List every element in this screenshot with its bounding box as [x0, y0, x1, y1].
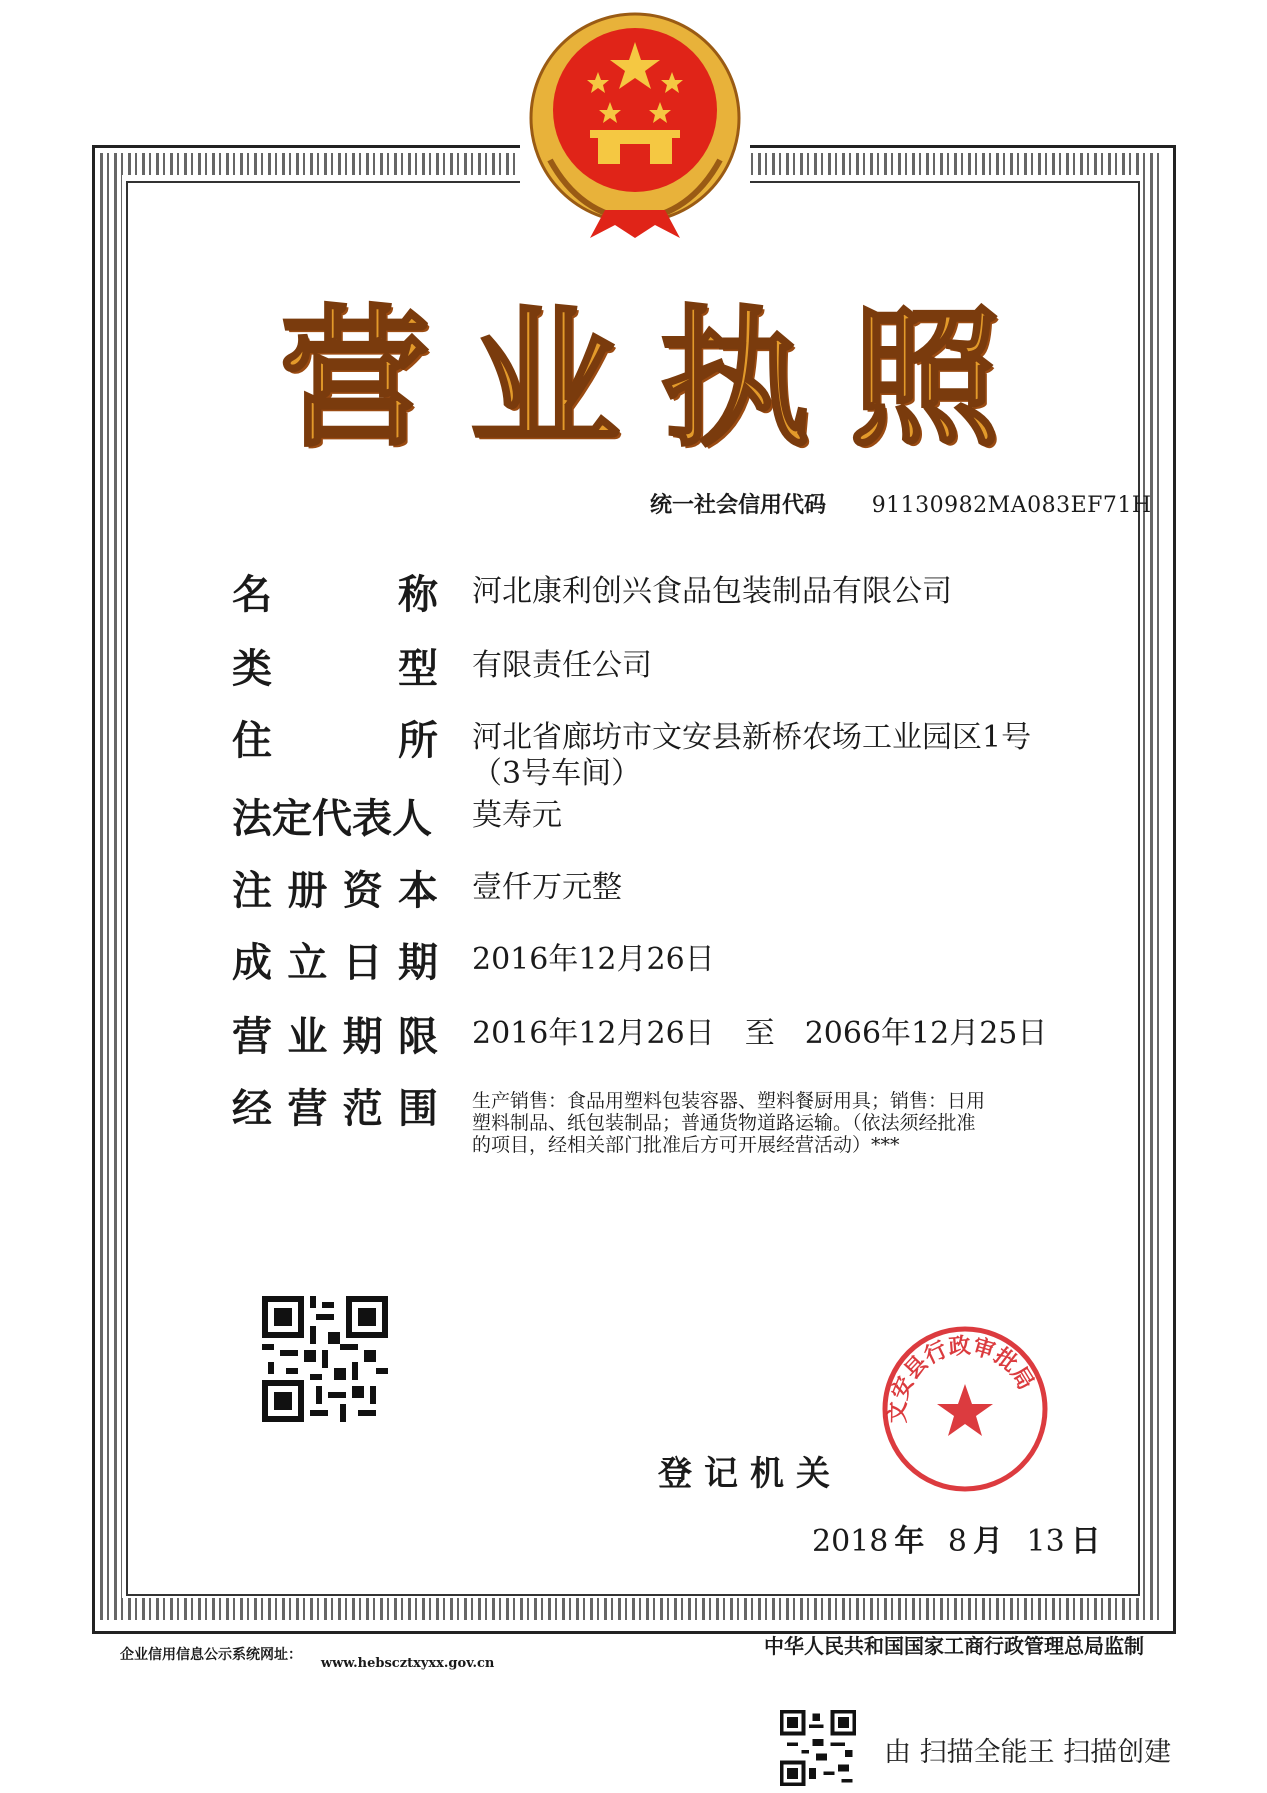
credit-code-value: 91130982MA083EF71H [871, 493, 1152, 518]
field-label: 营 业 期 限 [232, 1014, 438, 1060]
field-label: 名 称 [232, 572, 438, 618]
issue-date [812, 1516, 1115, 1560]
field-value: 2016年12月26日 至 2066年12月25日 [472, 1016, 1048, 1051]
scope-line-2: 塑料制品、纸包装制品；普通货物道路运输。（依法须经批准 [472, 1112, 976, 1134]
issue-year: 2018 [812, 1524, 889, 1559]
footer-supervisor: 中华人民共和国国家工商行政管理总局监制 [764, 1634, 1144, 1658]
field-value: 莫寿元 [472, 798, 562, 833]
license-title [280, 293, 1000, 467]
field-label: 住 所 [232, 718, 438, 764]
seal-text: 文安县行政审批局 [885, 1333, 1039, 1424]
issue-day-unit: 日 [1070, 1524, 1101, 1559]
qr-code-icon [262, 1296, 388, 1422]
field-label: 类 型 [232, 646, 438, 692]
footer-website [120, 1644, 495, 1671]
field-value: 有限责任公司 [472, 648, 652, 683]
field-label: 成 立 日 期 [232, 940, 438, 986]
field-value [472, 720, 1072, 792]
national-emblem-icon [520, 10, 750, 240]
field-label: 法定代表人 [232, 796, 432, 842]
footer-website-label: 企业信用信息公示系统网址： [120, 1647, 302, 1663]
scanner-watermark-text: 由 扫描全能王 扫描创建 [884, 1737, 1172, 1768]
credit-code-label: 统一社会信用代码 [650, 493, 827, 518]
address-line-1: 河北省廊坊市文安县新桥农场工业园区1号 [472, 720, 1032, 755]
qr-code-icon [780, 1710, 856, 1786]
star-icon [937, 1384, 993, 1436]
address-line-2: （3号车间） [472, 756, 642, 791]
issue-month-unit: 月 [973, 1524, 1003, 1559]
field-value: 壹仟万元整 [472, 870, 622, 905]
scope-line-3: 的项目，经相关部门批准后方可开展经营活动）*** [472, 1134, 900, 1156]
title-char: 营 [280, 293, 431, 467]
issue-day: 13 [1026, 1524, 1065, 1559]
registrar-label: 登记机关 [658, 1454, 842, 1494]
title-char: 照 [849, 293, 1000, 467]
footer-website-url: www.hebscztxyxx.gov.cn [320, 1656, 495, 1671]
field-value [472, 1090, 1072, 1156]
credit-code-row [650, 488, 1152, 519]
issue-year-unit: 年 [894, 1524, 925, 1559]
field-label: 经 营 范 围 [232, 1086, 438, 1132]
field-value: 2016年12月26日 [472, 942, 715, 977]
title-char: 业 [469, 293, 620, 467]
field-value: 河北康利创兴食品包装制品有限公司 [472, 574, 952, 609]
scope-line-1: 生产销售：食品用塑料包装容器、塑料餐厨用具；销售：日用 [472, 1090, 986, 1112]
title-char: 执 [659, 293, 810, 467]
issue-month: 8 [947, 1524, 967, 1559]
official-seal-icon [878, 1322, 1052, 1496]
field-label: 注 册 资 本 [232, 868, 438, 914]
